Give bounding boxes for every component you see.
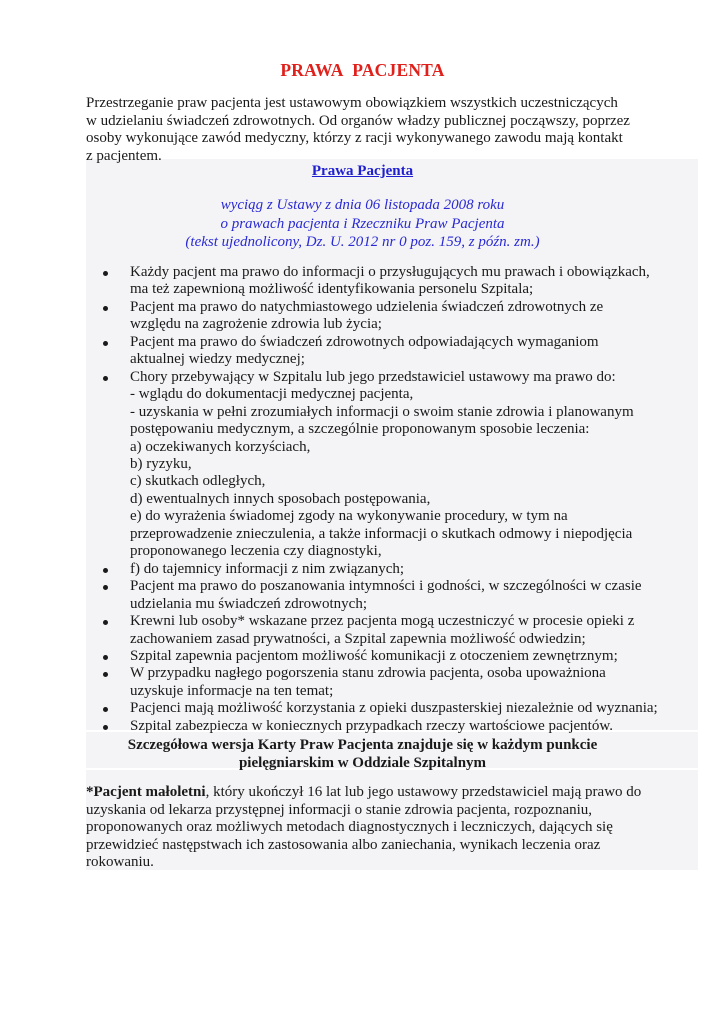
rights-item-line: Każdy pacjent ma prawo do informacji o przysługujących mu prawach i obowiązkach, xyxy=(130,264,650,280)
rights-list-item xyxy=(103,700,663,717)
law-reference xyxy=(0,196,725,252)
minor-note-line: rokowaniu. xyxy=(86,854,154,871)
detail-note-line: Szczegółowa wersja Karty Praw Pacjenta znajduje się w każdym punkcie xyxy=(127,737,598,753)
detail-note xyxy=(0,737,725,772)
minor-note-lead: *Pacjent małoletni xyxy=(86,784,206,800)
intro-line: Przestrzeganie praw pacjenta jest ustawowym obowiązkiem wszystkich uczestniczących xyxy=(86,95,618,111)
bullet-icon xyxy=(103,585,108,590)
intro-line: osoby wykonujące zawód medyczny, którzy z racji wykonywanego zawodu mają kontakt xyxy=(86,130,623,147)
rights-item-line: a) oczekiwanych korzyściach, xyxy=(130,438,311,455)
law-reference-line: wyciąg z Ustawy z dnia 06 listopada 2008 roku xyxy=(220,197,505,213)
rights-item-line: Pacjent ma prawo do poszanowania intymności i godności, w szczególności w czasie xyxy=(130,578,642,595)
rights-item-line: d) ewentualnych innych sposobach postępowania, xyxy=(130,490,431,507)
rights-item-line: zachowaniem zasad prywatności, a Szpital zapewnia możliwość odwiedzin; xyxy=(130,630,586,647)
rights-list-item xyxy=(103,561,663,578)
rights-item-line: Chory przebywający w Szpitalu lub jego przedstawiciel ustawowy ma prawo do: xyxy=(130,368,616,385)
intro-paragraph xyxy=(86,95,646,165)
rights-item-line: aktualnej wiedzy medycznej; xyxy=(130,351,305,368)
bullet-icon xyxy=(103,306,108,311)
minor-note-line xyxy=(86,784,686,802)
rights-list-item xyxy=(103,665,663,700)
rights-item-line: Pacjent ma prawo do świadczeń zdrowotnych odpowiadających wymaganiom xyxy=(130,333,599,350)
minor-patient-note xyxy=(86,784,686,872)
rights-list-item xyxy=(103,578,663,613)
minor-note-line: przewidzieć następstwach ich zastosowania albo zaniechania, wynikach leczenia oraz xyxy=(86,836,601,853)
rights-list-item xyxy=(103,718,663,735)
rights-item-line: udzielania mu świadczeń zdrowotnych; xyxy=(130,595,367,612)
rights-item-line: - uzyskania w pełni zrozumiałych informacji o swoim stanie zdrowia i planowanym xyxy=(130,403,634,420)
rights-item-line: Pacjenci mają możliwość korzystania z opieki duszpasterskiej niezależnie od wyznania; xyxy=(130,700,658,717)
intro-line: z pacjentem. xyxy=(86,147,162,164)
intro-line: w udzielaniu świadczeń zdrowotnych. Od organów władzy publicznej począwszy, poprzez xyxy=(86,112,630,129)
rights-item-line: W przypadku nagłego pogorszenia stanu zdrowia pacjenta, osoba upoważniona xyxy=(130,665,606,682)
bullet-icon xyxy=(103,376,108,381)
rights-item-line: c) skutkach odległych, xyxy=(130,473,266,490)
bullet-icon xyxy=(103,341,108,346)
law-reference-line: o prawach pacjenta i Rzeczniku Praw Pacjenta xyxy=(220,215,505,232)
rights-list-item xyxy=(103,369,663,561)
bullet-icon xyxy=(103,672,108,677)
bullet-icon xyxy=(103,707,108,712)
rights-item-line: Szpital zapewnia pacjentom możliwość komunikacji z otoczeniem zewnętrznym; xyxy=(130,647,618,664)
rights-item-line: e) do wyrażenia świadomej zgody na wykonywanie procedury, w tym na xyxy=(130,508,568,525)
minor-note-rest: , który ukończył 16 lat lub jego ustawowy przedstawiciel mają prawo do xyxy=(205,784,642,800)
minor-note-line: proponowanych oraz możliwych metodach diagnostycznych i leczniczych, dających się xyxy=(86,819,613,836)
page-title: PRAWA PACJENTA xyxy=(280,60,445,80)
rights-item-line: względu na zagrożenie zdrowia lub życia; xyxy=(130,316,382,333)
rights-item-line: Krewni lub osoby* wskazane przez pacjenta mogą uczestniczyć w procesie opieki z xyxy=(130,613,635,630)
minor-note-line: uzyskania od lekarza przystępnej informacji o stanie zdrowia pacjenta, rozpoznaniu, xyxy=(86,801,593,818)
bullet-icon xyxy=(103,655,108,660)
rights-item-line: - wglądu do dokumentacji medycznej pacjenta, xyxy=(130,386,414,403)
rights-item-line: przeprowadzenie znieczulenia, a także informacji o skutkach odmowy i niepodjęcia xyxy=(130,525,633,542)
rights-item-line: proponowanego leczenia czy diagnostyki, xyxy=(130,543,382,560)
rights-list-item xyxy=(103,613,663,648)
rights-item-line: Szpital zabezpiecza w koniecznych przypadkach rzeczy wartościowe pacjentów. xyxy=(130,717,613,734)
law-reference-line: (tekst ujednolicony, Dz. U. 2012 nr 0 poz. 159, z późn. zm.) xyxy=(185,234,540,250)
rights-item-line: b) ryzyku, xyxy=(130,455,192,472)
rights-item-line: postępowaniu medycznym, a szczególnie proponowanym sposobie leczenia: xyxy=(130,421,590,438)
bullet-icon xyxy=(103,725,108,730)
bullet-icon xyxy=(103,620,108,625)
rights-list-item xyxy=(103,334,663,369)
rights-list-item xyxy=(103,299,663,334)
bullet-icon xyxy=(103,271,108,276)
rights-item-line: uzyskuje informacje na ten temat; xyxy=(130,682,334,699)
rights-list xyxy=(103,264,663,735)
rights-list-item xyxy=(103,264,663,299)
law-heading-link[interactable]: Prawa Pacjenta xyxy=(311,163,414,179)
rights-item-line: f) do tajemnicy informacji z nim związanych; xyxy=(130,560,405,577)
rights-list-item xyxy=(103,648,663,665)
bullet-icon xyxy=(103,568,108,573)
rights-item-line: ma też zapewnioną możliwość identyfikowania personelu Szpitala; xyxy=(130,281,534,298)
rights-item-line: Pacjent ma prawo do natychmiastowego udzielenia świadczeń zdrowotnych ze xyxy=(130,298,604,315)
detail-note-line: pielęgniarskim w Oddziale Szpitalnym xyxy=(238,754,487,771)
